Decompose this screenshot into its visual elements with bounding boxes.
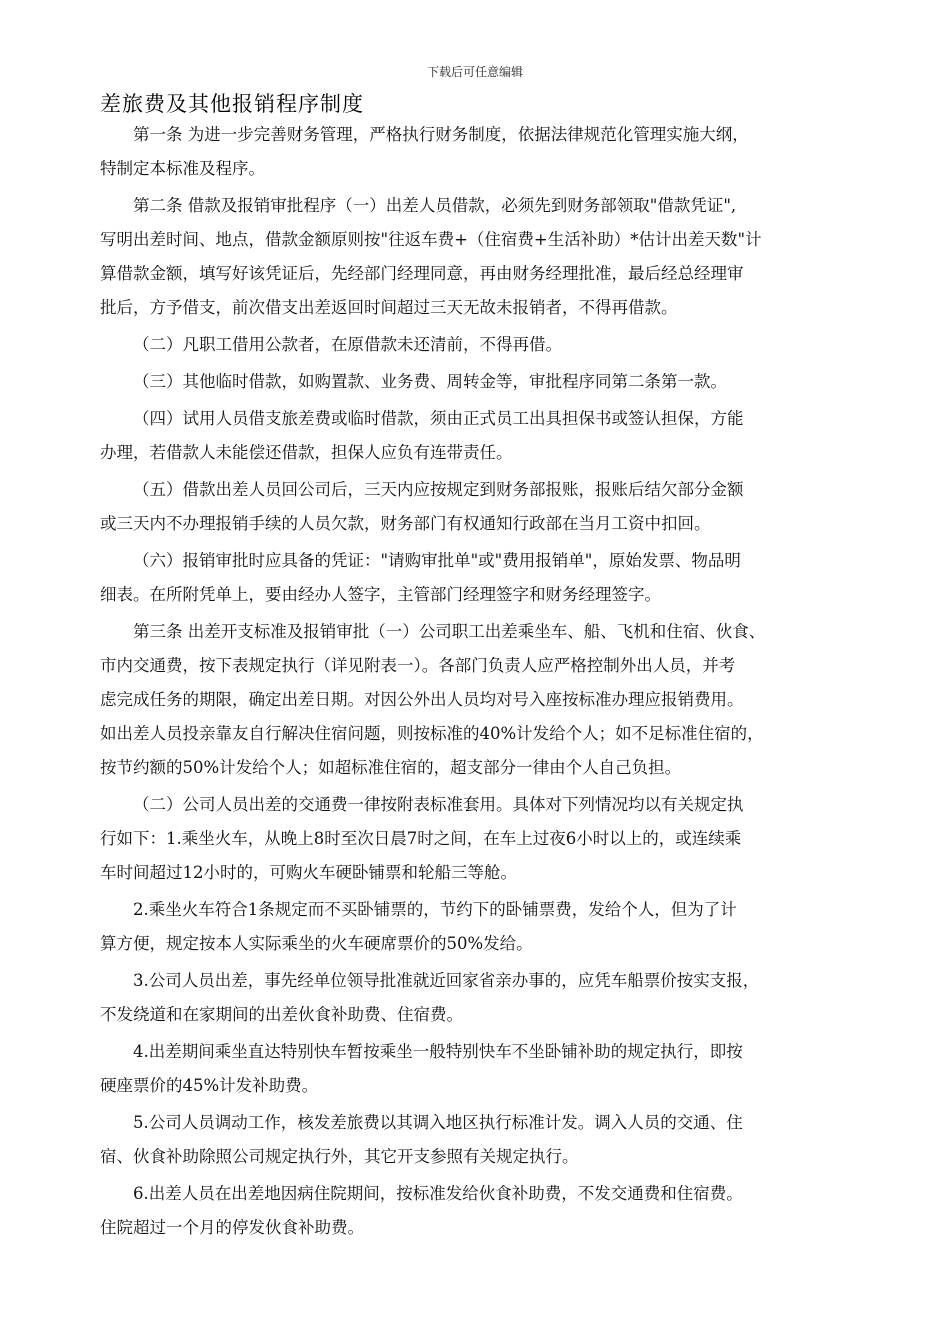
paragraph bbox=[100, 544, 864, 612]
paragraph-line: 如出差人员投亲靠友自行解决住宿问题，则按标准的40%计发给个人；如不足标准住宿的， bbox=[100, 724, 764, 743]
paragraph-line: 4.出差期间乘坐直达特别快车暂按乘坐一般特别快车不坐卧铺补助的规定执行，即按 bbox=[133, 1042, 743, 1061]
paragraph bbox=[100, 328, 864, 362]
paragraph-line: 3.公司人员出差，事先经单位领导批准就近回家省亲办事的，应凭车船票价按实支报， bbox=[133, 971, 760, 990]
paragraph-line: 第三条 出差开支标准及报销审批（一）公司职工出差乘坐车、船、飞机和住宿、伙食、 bbox=[133, 622, 766, 641]
paragraph bbox=[100, 118, 864, 186]
page-header-note: 下载后可任意编辑 bbox=[426, 65, 523, 79]
paragraph-line: （二）公司人员出差的交通费一律按附表标准套用。具体对下列情况均以有关规定执 bbox=[133, 795, 744, 814]
paragraph-line: 按节约额的50%计发给个人；如超标准住宿的，超支部分一律由个人自己负担。 bbox=[100, 758, 682, 777]
paragraph-line: 虑完成任务的期限，确定出差日期。对因公外出人员均对号入座按标准办理应报销费用。 bbox=[100, 690, 744, 709]
paragraph-line: 2.乘坐火车符合1条规定而不买卧铺票的，节约下的卧铺票费，发给个人，但为了计 bbox=[133, 900, 737, 919]
paragraph-line: 车时间超过12小时的，可购火车硬卧铺票和轮船三等舱。 bbox=[100, 863, 517, 882]
paragraph-line: 办理，若借款人未能偿还借款，担保人应负有连带责任。 bbox=[100, 443, 513, 462]
paragraph bbox=[100, 788, 864, 890]
paragraph bbox=[100, 893, 864, 961]
paragraph bbox=[100, 964, 864, 1032]
paragraph bbox=[100, 365, 864, 399]
paragraph bbox=[100, 615, 864, 785]
paragraph-line: 市内交通费，按下表规定执行（详见附表一）。各部门负责人应严格控制外出人员，并考 bbox=[100, 656, 736, 675]
paragraph-line: （四）试用人员借支旅差费或临时借款，须由正式员工出具担保书或签认担保，方能 bbox=[133, 409, 744, 428]
paragraph-line: （三）其他临时借款，如购置款、业务费、周转金等，审批程序同第二条第一款。 bbox=[133, 372, 727, 391]
paragraph bbox=[100, 1035, 864, 1103]
paragraph-line: 细表。在所附凭单上，要由经办人签字，主管部门经理签字和财务经理签字。 bbox=[100, 585, 661, 604]
paragraph-line: 或三天内不办理报销手续的人员欠款，财务部门有权通知行政部在当月工资中扣回。 bbox=[100, 514, 711, 533]
paragraph-line: 住院超过一个月的停发伙食补助费。 bbox=[100, 1218, 364, 1237]
paragraph-line: 不发绕道和在家期间的出差伙食补助费、住宿费。 bbox=[100, 1005, 463, 1024]
paragraph-line: 宿、伙食补助除照公司规定执行外，其它开支参照有关规定执行。 bbox=[100, 1147, 579, 1166]
paragraph-line: 行如下：1.乘坐火车，从晚上8时至次日晨7时之间，在车上过夜6小时以上的，或连续乘 bbox=[100, 829, 742, 848]
paragraph-line: 硬座票价的45%计发补助费。 bbox=[100, 1076, 319, 1095]
paragraph-line: 批后，方予借支，前次借支出差返回时间超过三天无故未报销者，不得再借款。 bbox=[100, 298, 678, 317]
paragraph-line: 算方便，规定按本人实际乘坐的火车硬席票价的50%发给。 bbox=[100, 934, 533, 953]
paragraph bbox=[100, 1177, 864, 1245]
paragraph-line: 算借款金额，填写好该凭证后，先经部门经理同意，再由财务经理批准，最后经总经理审 bbox=[100, 264, 744, 283]
paragraph-line: 特制定本标准及程序。 bbox=[100, 159, 265, 178]
paragraph-line: 写明出差时间、地点，借款金额原则按"往返车费+（住宿费+生活补助）*估计出差天数"计 bbox=[100, 230, 762, 249]
paragraph-line: （二）凡职工借用公款者，在原借款未还清前，不得再借。 bbox=[133, 335, 562, 354]
document-body bbox=[100, 118, 864, 1248]
paragraph-line: （五）借款出差人员回公司后，三天内应按规定到财务部报账，报账后结欠部分金额 bbox=[133, 480, 744, 499]
paragraph bbox=[100, 473, 864, 541]
paragraph-line: 5.公司人员调动工作，核发差旅费以其调入地区执行标准计发。调入人员的交通、住 bbox=[133, 1113, 743, 1132]
paragraph-line: 6.出差人员在出差地因病住院期间，按标准发给伙食补助费，不发交通费和住宿费。 bbox=[133, 1184, 743, 1203]
paragraph bbox=[100, 402, 864, 470]
paragraph-line: 第二条 借款及报销审批程序（一）出差人员借款，必须先到财务部领取"借款凭证", bbox=[133, 196, 737, 215]
paragraph-line: （六）报销审批时应具备的凭证："请购审批单"或"费用报销单"，原始发票、物品明 bbox=[133, 551, 741, 570]
document-title: 差旅费及其他报销程序制度 bbox=[100, 92, 364, 116]
paragraph bbox=[100, 1106, 864, 1174]
paragraph bbox=[100, 189, 864, 325]
paragraph-line: 第一条 为进一步完善财务管理，严格执行财务制度，依据法律规范化管理实施大纲， bbox=[133, 125, 749, 144]
